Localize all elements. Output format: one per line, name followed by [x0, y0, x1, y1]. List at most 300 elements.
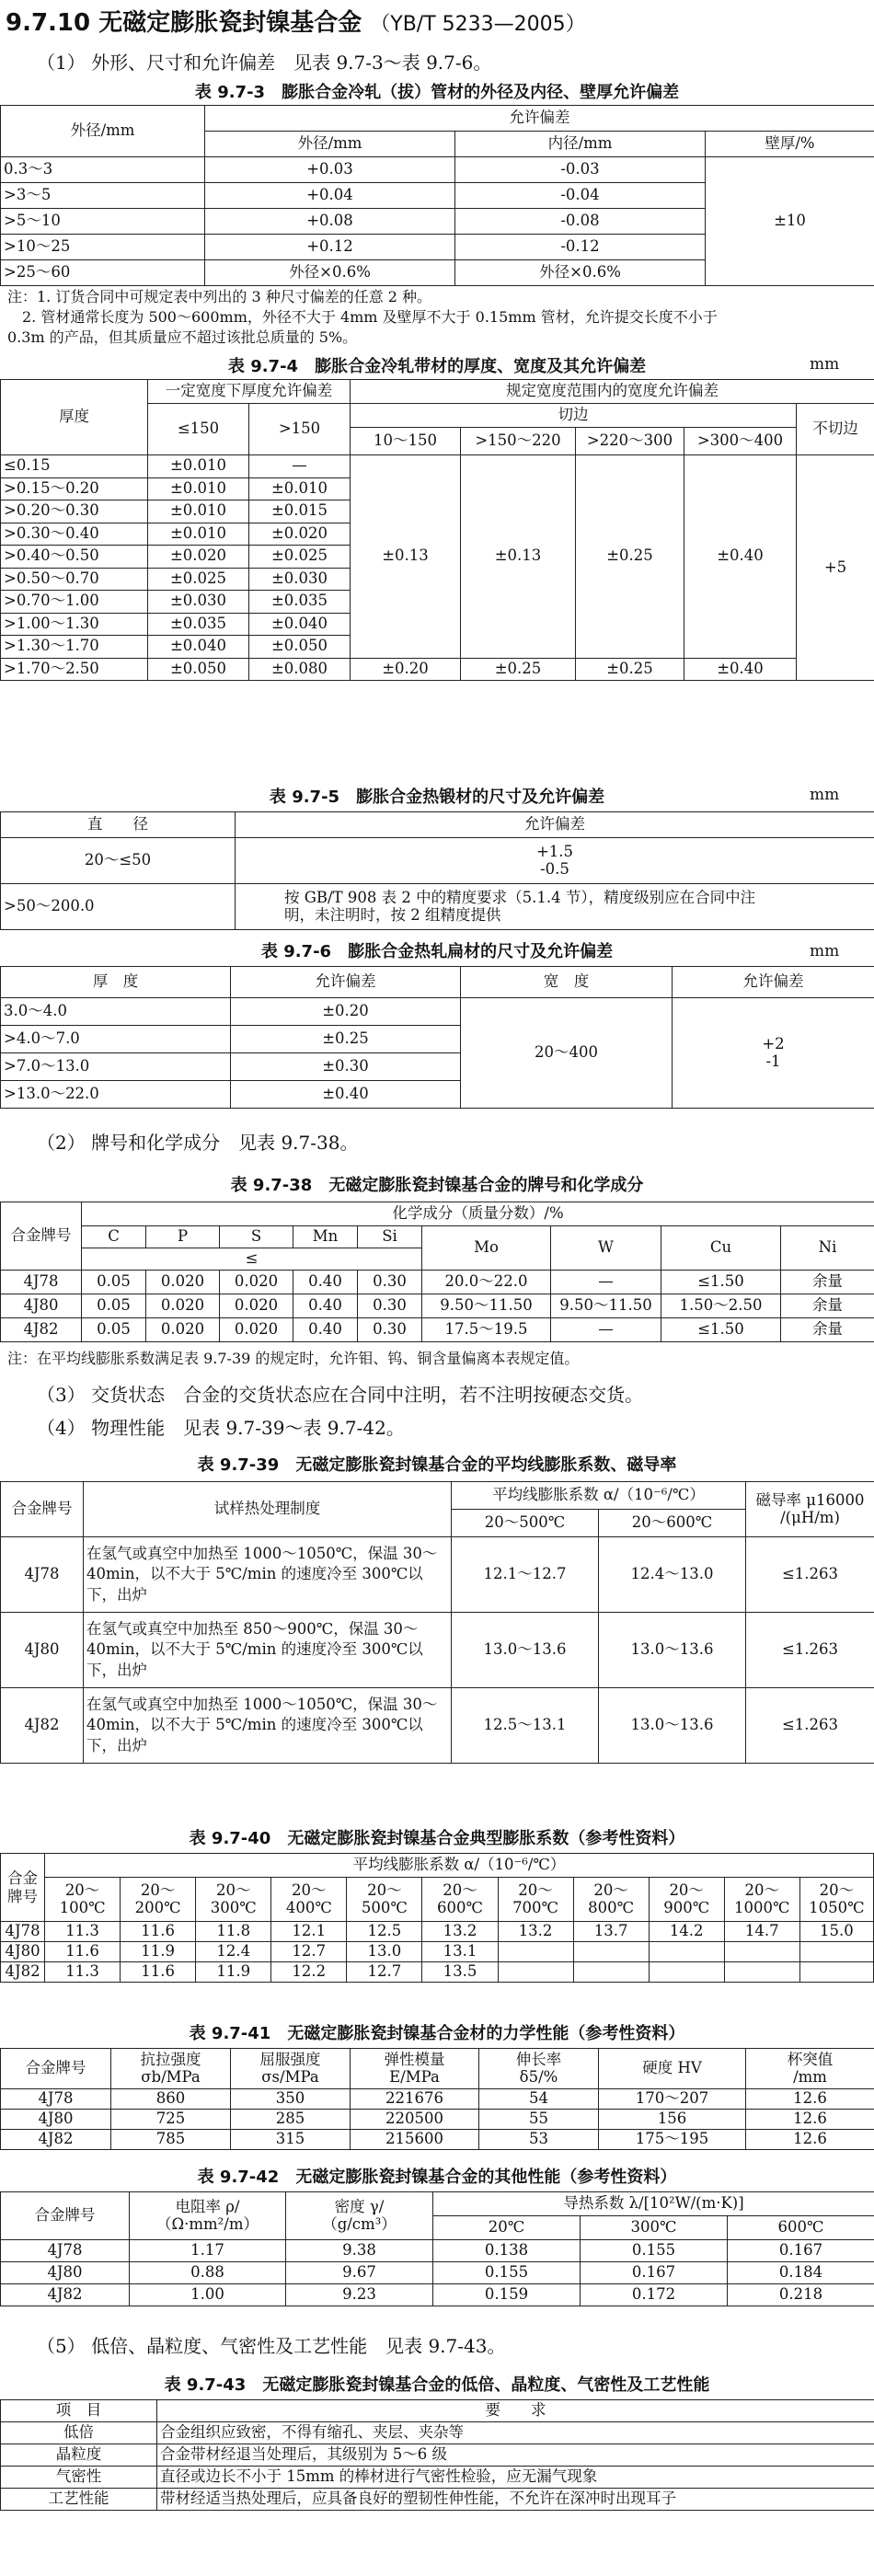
table-cell: 带材经适当热处理后，应具备良好的塑韧性伸性能，不允许在深冲时出现耳子 [157, 2489, 874, 2511]
table-cell: 4J78 [1, 1537, 84, 1613]
table-cell: >10～25 [1, 235, 205, 260]
table-cell: -0.03 [455, 157, 706, 183]
table-cell: ≤0.15 [1, 455, 148, 478]
header-tolerance: 允许偏差 [231, 967, 461, 998]
header-temp-range: 20～900℃ [649, 1878, 724, 1922]
header-grade: 合金牌号 [1, 2049, 111, 2089]
header-le150: ≤150 [148, 404, 249, 455]
table-cell: ±0.040 [249, 613, 351, 636]
header-resistivity [130, 2192, 286, 2240]
header-line: 电阻率 ρ/ [175, 2197, 240, 2215]
table-cell: 9.50～11.50 [551, 1294, 661, 1318]
table-cell: 4J82 [1, 2130, 111, 2150]
table-9-7-41-caption: 表 9.7-41 无磁定膨胀瓷封镍基合金材的力学性能（参考性资料） [189, 2024, 685, 2043]
header-width-range: >300～400 [684, 428, 797, 455]
table-cell: — [249, 455, 351, 478]
table-cell: 12.6 [746, 2130, 874, 2150]
table-cell: ≤1.50 [661, 1271, 781, 1294]
header-line: （g/cm³） [322, 2214, 397, 2233]
table-cell: 20.0～22.0 [422, 1271, 551, 1294]
section-heading [6, 4, 586, 38]
table-9-7-38-caption: 表 9.7-38 无磁定膨胀瓷封镍基合金的牌号和化学成分 [230, 1176, 644, 1195]
table-cell: 4J78 [1, 1271, 82, 1294]
header-tolerance-id: 内径/mm [455, 132, 706, 157]
table-cell: 11.9 [196, 1962, 271, 1983]
header-tolerance: 允许偏差 [205, 106, 874, 132]
table-cell: 4J80 [1, 1942, 45, 1962]
table-cell: ±0.020 [249, 523, 351, 546]
table-cell: -0.08 [455, 209, 706, 235]
table-cell: ≤1.263 [746, 1537, 874, 1613]
table-cell: 外径×0.6% [205, 260, 455, 286]
subsection-2: （2） 牌号和化学成分 见表 9.7-38。 [37, 1132, 359, 1154]
table-cell: 13.0～13.6 [452, 1613, 599, 1688]
table-cell: 11.3 [45, 1922, 121, 1942]
table-cell: 0.020 [146, 1318, 220, 1342]
subsection-1: （1） 外形、尺寸和允许偏差 见表 9.7-3～表 9.7-6。 [37, 52, 492, 74]
tolerance-upper: +1.5 [535, 842, 574, 860]
table-cell: 0.159 [433, 2284, 581, 2306]
table-9-7-4-caption: 表 9.7-4 膨胀合金冷轧带材的厚度、宽度及其允许偏差 [227, 357, 647, 376]
header-cupping [746, 2049, 874, 2089]
header-heat-treatment: 试样热处理制度 [84, 1482, 452, 1537]
table-cell: ±0.30 [231, 1053, 461, 1081]
table-cell: -0.12 [455, 235, 706, 260]
table-cell: 15.0 [799, 1922, 873, 1942]
table-cell: 1.17 [130, 2240, 286, 2262]
header-element: Si [358, 1226, 422, 1248]
header-gt150: >150 [249, 404, 351, 455]
table-cell: ±0.035 [148, 613, 249, 636]
table-cell: >0.50～0.70 [1, 568, 148, 591]
table-cell: 315 [231, 2130, 351, 2150]
table-cell: >13.0～22.0 [1, 1081, 231, 1109]
table-cell: 13.0～13.6 [599, 1688, 746, 1764]
table-cell: 221676 [351, 2089, 479, 2110]
table-cell: 0.30 [358, 1294, 422, 1318]
header-wall: 壁厚/% [706, 132, 874, 157]
table-9-7-3-note-1: 注：1. 订货合同中可规定表中列出的 3 种尺寸偏差的任意 2 种。 [7, 288, 432, 305]
header-line: 屈服强度 [259, 2050, 321, 2068]
table-cell: 13.5 [422, 1962, 498, 1983]
header-line: 密度 γ/ [334, 2197, 385, 2215]
table-cell: 0.05 [82, 1271, 146, 1294]
table-9-7-38-note: 注：在平均线膨胀系数满足表 9.7-39 的规定时，允许钼、钨、铜含量偏离本表规定值。 [7, 1350, 580, 1367]
table-cell: 0.138 [433, 2240, 581, 2262]
width-tolerance-150-220: ±0.13 [461, 455, 576, 659]
header-requirement: 要 求 [157, 2400, 874, 2422]
table-cell: 0.40 [293, 1318, 358, 1342]
table-9-7-4 [0, 379, 874, 681]
table-cell: 12.1 [271, 1922, 347, 1942]
section-title: 无磁定膨胀瓷封镍基合金 [98, 9, 362, 37]
table-cell: 11.9 [121, 1942, 196, 1962]
table-cell: 12.7 [271, 1942, 347, 1962]
table-cell: 4J82 [1, 1688, 84, 1764]
header-element: Mn [293, 1226, 358, 1248]
table-cell: ±0.050 [249, 636, 351, 659]
table-cell: 气密性 [1, 2467, 157, 2489]
header-elongation [479, 2049, 599, 2089]
width-tolerance-220-300: ±0.25 [576, 455, 684, 659]
table-cell: 直径或边长不小于 15mm 的棒材进行气密性检验，应无漏气现象 [157, 2467, 874, 2489]
header-temp-range: 20～600℃ [422, 1878, 498, 1922]
header-element: C [82, 1226, 146, 1248]
heat-treatment-text: 在氢气或真空中加热至 1000～1050℃，保温 30～40min，以不大于 5℃/min 的速度冷至 300℃以下，出炉 [84, 1688, 452, 1764]
table-cell: 12.6 [746, 2089, 874, 2110]
table-cell: 13.2 [422, 1922, 498, 1942]
table-cell: ±0.040 [148, 636, 249, 659]
header-width: 宽 度 [461, 967, 673, 998]
table-9-7-42 [0, 2191, 874, 2306]
table-cell: ±0.015 [249, 500, 351, 523]
header-temp: 600℃ [728, 2216, 874, 2240]
header-temp-range: 20～500℃ [347, 1878, 422, 1922]
table-cell: 12.7 [347, 1962, 422, 1983]
table-cell: 0.40 [293, 1271, 358, 1294]
table-cell: 0.167 [581, 2262, 728, 2284]
header-temp-range: 20～600℃ [599, 1510, 746, 1537]
header-thermal-conductivity: 导热系数 λ/[10²W/(m·K)] [433, 2192, 874, 2216]
table-cell: 53 [479, 2130, 599, 2150]
table-cell: 11.6 [121, 1962, 196, 1983]
table-cell: 4J82 [1, 1962, 45, 1983]
table-cell [498, 1942, 573, 1962]
table-cell: 12.2 [271, 1962, 347, 1983]
table-cell: >4.0～7.0 [1, 1026, 231, 1053]
table-cell: ≤1.50 [661, 1318, 781, 1342]
table-cell: 工艺性能 [1, 2489, 157, 2511]
width-tolerance-300-400: ±0.40 [684, 455, 797, 659]
header-line: δ5/% [519, 2067, 558, 2086]
diameter-range-2: >50～200.0 [1, 884, 236, 930]
table-cell: >1.70～2.50 [1, 658, 148, 681]
table-cell: 4J80 [1, 1613, 84, 1688]
width-tolerance-10-150: ±0.13 [351, 455, 461, 659]
table-9-7-43-caption: 表 9.7-43 无磁定膨胀瓷封镍基合金的低倍、晶粒度、气密性及工艺性能 [164, 2375, 710, 2395]
table-cell: 350 [231, 2089, 351, 2110]
table-cell: ±0.25 [231, 1026, 461, 1053]
table-cell: 215600 [351, 2130, 479, 2150]
header-temp-range: 20～300℃ [196, 1878, 271, 1922]
header-thickness: 厚度 [1, 380, 148, 455]
width-tolerance-lower: -1 [765, 1052, 781, 1070]
table-9-7-39-caption: 表 9.7-39 无磁定膨胀瓷封镍基合金的平均线膨胀系数、磁导率 [197, 1455, 677, 1475]
table-cell: 285 [231, 2110, 351, 2130]
tolerance-text-line-1: 按 GB/T 908 表 2 中的精度要求（5.1.4 节），精度级别应在合同中注 [284, 888, 756, 906]
width-tolerance [673, 998, 874, 1109]
table-9-7-5-caption: 表 9.7-5 膨胀合金热锻材的尺寸及允许偏差 [269, 788, 605, 807]
header-width-range: >220～300 [576, 428, 684, 455]
table-cell: 12.5 [347, 1922, 422, 1942]
table-9-7-5-unit: mm [810, 786, 840, 804]
table-cell: -0.04 [455, 183, 706, 209]
table-cell: >0.15～0.20 [1, 477, 148, 500]
header-modulus [351, 2049, 479, 2089]
table-cell: 0.88 [130, 2262, 286, 2284]
table-cell [649, 1942, 724, 1962]
table-cell: 余量 [781, 1318, 874, 1342]
table-cell: 0.155 [433, 2262, 581, 2284]
header-diameter: 直 径 [1, 812, 236, 838]
table-cell: 0.218 [728, 2284, 874, 2306]
table-cell: ±0.050 [148, 658, 249, 681]
table-cell: ≤1.263 [746, 1688, 874, 1764]
table-cell: 0.40 [293, 1294, 358, 1318]
table-cell: 3.0～4.0 [1, 998, 231, 1026]
header-grade: 合金牌号 [1, 2192, 130, 2240]
table-cell: 9.38 [286, 2240, 433, 2262]
table-cell: ±0.20 [231, 998, 461, 1026]
table-cell: 12.4～13.0 [599, 1537, 746, 1613]
table-cell: 4J78 [1, 1922, 45, 1942]
table-cell: ±0.40 [231, 1081, 461, 1109]
table-cell: ±0.035 [249, 591, 351, 614]
table-cell: ±0.010 [148, 500, 249, 523]
table-cell: 4J80 [1, 1294, 82, 1318]
header-temp-range: 20～400℃ [271, 1878, 347, 1922]
header-grade: 合金牌号 [1, 1482, 84, 1537]
width-range: 20～400 [461, 998, 673, 1109]
table-cell: ±0.080 [249, 658, 351, 681]
header-hardness: 硬度 HV [599, 2049, 746, 2089]
table-9-7-6-unit: mm [810, 942, 840, 960]
table-9-7-6-caption: 表 9.7-6 膨胀合金热轧扁材的尺寸及允许偏差 [260, 942, 614, 961]
table-cell: 0.172 [581, 2284, 728, 2306]
table-cell: 0.020 [146, 1294, 220, 1318]
uncut-edge-tolerance: +5 [797, 455, 874, 681]
table-cell: 合金带材经退当处理后，其级别为 5～6 级 [157, 2444, 874, 2467]
header-line: 伸长率 [515, 2050, 562, 2068]
header-line: 抗拉强度 [140, 2050, 201, 2068]
table-cell: +0.12 [205, 235, 455, 260]
table-cell: >7.0～13.0 [1, 1053, 231, 1081]
heat-treatment-text: 在氢气或真空中加热至 850～900℃，保温 30～40min，以不大于 5℃/min 的速度冷至 300℃以下，出炉 [84, 1613, 452, 1688]
header-line: 杯突值 [787, 2050, 834, 2068]
table-cell: 9.23 [286, 2284, 433, 2306]
table-cell [724, 1962, 799, 1983]
header-line: 弹性模量 [384, 2050, 445, 2068]
table-9-7-41 [0, 2048, 874, 2150]
table-9-7-38 [0, 1202, 874, 1342]
table-cell: 0.30 [358, 1271, 422, 1294]
header-item: 项 目 [1, 2400, 157, 2422]
header-fixed-width: 一定宽度下厚度允许偏差 [148, 380, 351, 404]
table-cell: +0.03 [205, 157, 455, 183]
table-cell: ±0.010 [148, 477, 249, 500]
table-cell: — [551, 1318, 661, 1342]
table-cell: 9.67 [286, 2262, 433, 2284]
table-9-7-4-unit: mm [810, 355, 840, 374]
table-cell: 13.7 [573, 1922, 649, 1942]
header-yield [231, 2049, 351, 2089]
table-cell: 0.05 [82, 1294, 146, 1318]
table-cell: 0.167 [728, 2240, 874, 2262]
table-cell: >0.30～0.40 [1, 523, 148, 546]
table-cell: 725 [111, 2110, 231, 2130]
table-cell: 11.6 [121, 1922, 196, 1942]
subsection-3: （3） 交货状态 合金的交货状态应在合同中注明，若不注明按硬态交货。 [37, 1384, 644, 1406]
header-element: Cu [661, 1226, 781, 1271]
table-cell [799, 1962, 873, 1983]
table-cell: 0.155 [581, 2240, 728, 2262]
header-element: Mo [422, 1226, 551, 1271]
table-cell: 170～207 [599, 2089, 746, 2110]
table-cell: ±0.030 [249, 568, 351, 591]
header-line: /mm [793, 2067, 827, 2086]
table-cell: >5～10 [1, 209, 205, 235]
table-cell: 11.6 [45, 1942, 121, 1962]
table-cell: 13.0～13.6 [599, 1613, 746, 1688]
table-9-7-42-caption: 表 9.7-42 无磁定膨胀瓷封镍基合金的其他性能（参考性资料） [197, 2168, 677, 2187]
header-thickness: 厚 度 [1, 967, 231, 998]
table-cell: 合金组织应致密，不得有缩孔、夹层、夹杂等 [157, 2422, 874, 2444]
tolerance-lower: -0.5 [540, 859, 569, 878]
table-cell: 0.020 [220, 1271, 293, 1294]
table-cell: 54 [479, 2089, 599, 2110]
header-permeability-line-1: 磁导率 μ16000 [755, 1490, 865, 1509]
table-cell: 1.00 [130, 2284, 286, 2306]
standard-number: （YB/T 5233—2005） [370, 13, 586, 36]
table-cell: ≤1.263 [746, 1613, 874, 1688]
table-cell: 1.50～2.50 [661, 1294, 781, 1318]
table-cell: 余量 [781, 1294, 874, 1318]
table-cell [649, 1962, 724, 1983]
table-cell: >0.20～0.30 [1, 500, 148, 523]
table-cell: 175～195 [599, 2130, 746, 2150]
table-cell: 14.2 [649, 1922, 724, 1942]
table-cell: 0.020 [220, 1294, 293, 1318]
header-width-range: 10～150 [351, 428, 461, 455]
table-cell: 4J82 [1, 2284, 130, 2306]
tolerance-text-line-2: 明，未注明时，按 2 组精度提供 [284, 905, 501, 924]
table-cell: >0.70～1.00 [1, 591, 148, 614]
header-permeability-line-2: /(μH/m) [780, 1508, 840, 1526]
wall-tolerance: ±10 [706, 157, 874, 286]
header-grade: 合金牌号 [1, 1854, 45, 1922]
header-line: E/MPa [389, 2067, 440, 2086]
table-cell: 12.5～13.1 [452, 1688, 599, 1764]
table-cell: 55 [479, 2110, 599, 2130]
header-temp-range: 20～800℃ [573, 1878, 649, 1922]
table-cell: 14.7 [724, 1922, 799, 1942]
header-line: σs/MPa [261, 2067, 319, 2086]
tolerance-1 [236, 838, 874, 884]
table-cell: 4J78 [1, 2240, 130, 2262]
table-cell: 12.4 [196, 1942, 271, 1962]
header-cut-edge: 切边 [351, 404, 797, 428]
table-cell: 785 [111, 2130, 231, 2150]
header-temp-range: 20～200℃ [121, 1878, 196, 1922]
table-cell: 0.020 [146, 1271, 220, 1294]
header-outer-diameter: 外径/mm [1, 106, 205, 157]
header-element: S [220, 1226, 293, 1248]
table-cell: ±0.40 [684, 658, 797, 681]
table-cell: 860 [111, 2089, 231, 2110]
header-temp-range: 20～100℃ [45, 1878, 121, 1922]
table-cell: >0.40～0.50 [1, 546, 148, 569]
table-cell: 9.50～11.50 [422, 1294, 551, 1318]
table-cell: ±0.020 [148, 546, 249, 569]
header-line: σb/MPa [141, 2067, 201, 2086]
table-cell: ±0.010 [249, 477, 351, 500]
width-tolerance-upper: +2 [762, 1034, 785, 1052]
table-cell: 11.3 [45, 1962, 121, 1983]
table-9-7-39 [0, 1481, 874, 1764]
table-cell: 晶粒度 [1, 2444, 157, 2467]
header-temp-range: 20～1000℃ [724, 1878, 799, 1922]
header-line: （Ω·mm²/m） [155, 2214, 259, 2233]
table-cell [573, 1962, 649, 1983]
table-cell: 4J82 [1, 1318, 82, 1342]
table-9-7-3-note-2: 2. 管材通常长度为 500～600mm，外径不大于 4mm 及壁厚不大于 0.15mm 管材，允许提交长度不小于 [7, 308, 718, 326]
table-9-7-6 [0, 966, 874, 1109]
table-cell: ±0.030 [148, 591, 249, 614]
header-tolerance-2: 允许偏差 [673, 967, 874, 998]
diameter-range-1: 20～≤50 [1, 838, 236, 884]
table-9-7-3 [0, 105, 874, 286]
table-cell [573, 1942, 649, 1962]
table-cell: 4J80 [1, 2110, 111, 2130]
subsection-5: （5） 低倍、晶粒度、气密性及工艺性能 见表 9.7-43。 [37, 2335, 506, 2357]
table-cell: 0.3～3 [1, 157, 205, 183]
table-9-7-40-caption: 表 9.7-40 无磁定膨胀瓷封镍基合金典型膨胀系数（参考性资料） [189, 1829, 685, 1848]
table-cell: >3～5 [1, 183, 205, 209]
table-cell: 0.020 [220, 1318, 293, 1342]
table-cell: — [551, 1271, 661, 1294]
header-element: Ni [781, 1226, 874, 1271]
table-cell: ±0.25 [576, 658, 684, 681]
table-9-7-40 [0, 1853, 874, 1983]
table-cell [498, 1962, 573, 1983]
table-cell: ±0.025 [249, 546, 351, 569]
subsection-4: （4） 物理性能 见表 9.7-39～表 9.7-42。 [37, 1417, 405, 1439]
header-tolerance-od: 外径/mm [205, 132, 455, 157]
table-cell: 13.1 [422, 1942, 498, 1962]
header-composition: 化学成分（质量分数）/% [82, 1202, 874, 1226]
table-cell: >25～60 [1, 260, 205, 286]
table-cell: 0.30 [358, 1318, 422, 1342]
table-9-7-3-note-3: 0.3m 的产品，但其质量应不超过该批总质量的 5%。 [7, 328, 358, 346]
table-cell: 12.6 [746, 2110, 874, 2130]
header-expansion-coefficient: 平均线膨胀系数 α/（10⁻⁶/℃） [45, 1854, 874, 1878]
header-temp: 20℃ [433, 2216, 581, 2240]
table-cell: ±0.010 [148, 455, 249, 478]
table-cell: 0.05 [82, 1318, 146, 1342]
header-temp-range: 20～700℃ [498, 1878, 573, 1922]
section-number: 9.7.10 [6, 9, 91, 37]
table-cell: 余量 [781, 1271, 874, 1294]
table-cell: 4J80 [1, 2262, 130, 2284]
header-grade: 合金牌号 [1, 1202, 82, 1271]
header-temp-range: 20～500℃ [452, 1510, 599, 1537]
header-uncut-edge: 不切边 [797, 404, 874, 455]
table-cell [724, 1942, 799, 1962]
table-cell: 外径×0.6% [455, 260, 706, 286]
table-cell: 13.0 [347, 1942, 422, 1962]
header-permeability [746, 1482, 874, 1537]
table-cell: 0.184 [728, 2262, 874, 2284]
table-cell: ±0.025 [148, 568, 249, 591]
table-cell: 17.5～19.5 [422, 1318, 551, 1342]
table-cell: 4J78 [1, 2089, 111, 2110]
table-cell: >1.00～1.30 [1, 613, 148, 636]
header-element: P [146, 1226, 220, 1248]
table-cell: 低倍 [1, 2422, 157, 2444]
header-expansion-coefficient: 平均线膨胀系数 α/（10⁻⁶/℃） [452, 1482, 746, 1510]
header-temp-range: 20～1050℃ [799, 1878, 873, 1922]
table-cell: +0.08 [205, 209, 455, 235]
